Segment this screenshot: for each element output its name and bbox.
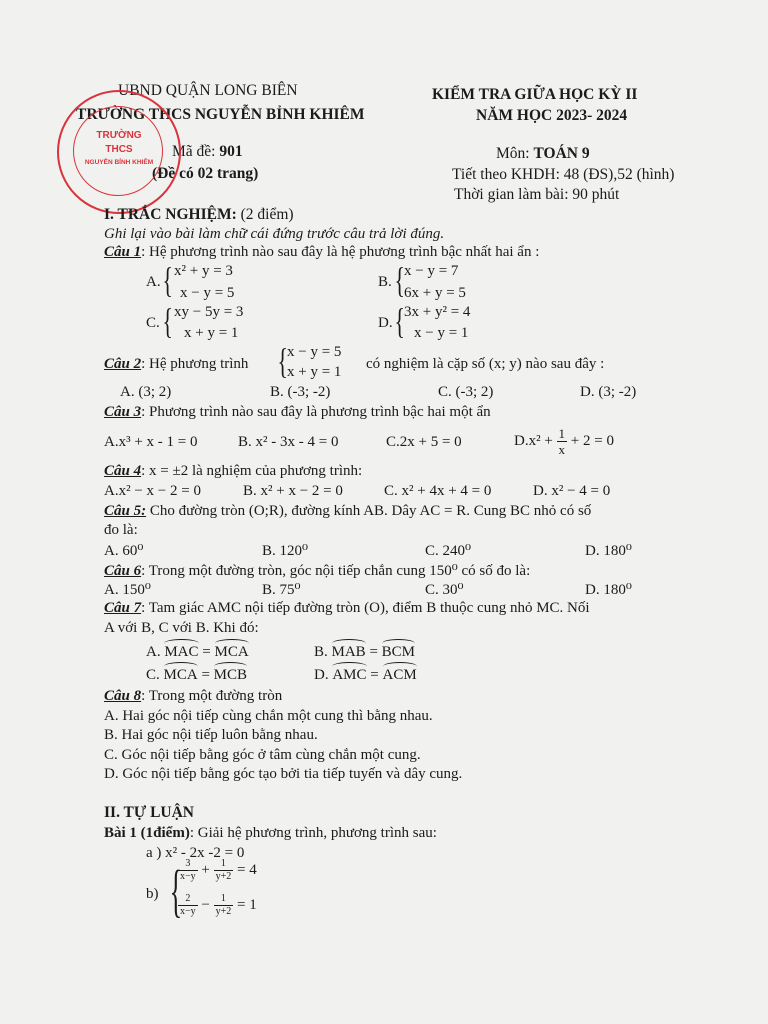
question-2: Câu 2: Hệ phương trình xyxy=(104,356,249,372)
q2-option-b: B. (-3; -2) xyxy=(270,384,331,400)
q1-c-brace: { xyxy=(162,301,173,341)
district-name: UBND QUẬN LONG BIÊN xyxy=(118,82,298,99)
q3-d-fraction: $\frac{1}{x}$ xyxy=(558,426,566,457)
q8-option-a: A. Hai góc nội tiếp cùng chắn một cung thì bằng nhau. xyxy=(104,708,433,724)
question-7: Câu 7: Tam giác AMC nội tiếp đường tròn (O), điểm B thuộc cung nhỏ MC. Nối xyxy=(104,600,590,616)
q3-option-a: A.x³ + x - 1 = 0 xyxy=(104,434,198,450)
q3-option-c: C.2x + 5 = 0 xyxy=(386,434,462,450)
exam-code: Mã đề: 901 xyxy=(172,143,243,160)
seal-text-2: THCS xyxy=(105,144,133,155)
q1-c-eq2: x + y = 1 xyxy=(184,325,239,341)
q1-option-a-label: A. xyxy=(146,274,161,290)
q2-brace: { xyxy=(277,341,288,381)
exam-title: KIỂM TRA GIỮA HỌC KỲ II xyxy=(432,86,638,103)
time-limit: Thời gian làm bài: 90 phút xyxy=(454,186,620,203)
q6-option-b: B. 75⁰ xyxy=(262,582,301,598)
q1-a-eq1: x² + y = 3 xyxy=(174,263,233,279)
q8-option-c: C. Góc nội tiếp bằng góc ở tâm cùng chắn một cung. xyxy=(104,747,421,763)
q5-option-b: B. 120⁰ xyxy=(262,543,309,559)
school-name: TRƯỜNG THCS NGUYỄN BỈNH KHIÊM xyxy=(76,106,365,123)
seal-text-3: NGUYỄN BỈNH KHIÊM xyxy=(84,159,154,166)
q5-option-d: D. 180⁰ xyxy=(585,543,632,559)
q2-option-d: D. (3; -2) xyxy=(580,384,637,400)
q1-a-eq2: x − y = 5 xyxy=(180,285,235,301)
q1-b-eq2: 6x + y = 5 xyxy=(404,285,466,301)
question-8: Câu 8: Trong một đường tròn xyxy=(104,688,283,704)
question-4: Câu 4: x = ±2 là nghiệm của phương trình: xyxy=(104,463,363,479)
q4-option-c: C. x² + 4x + 4 = 0 xyxy=(384,483,492,499)
question-3: Câu 3: Phương trình nào sau đây là phương trình bậc hai một ẩn xyxy=(104,404,491,420)
bai-1-part-b-label: b) xyxy=(146,886,159,902)
bai-1-part-a: a ) x² - 2x -2 = 0 xyxy=(146,845,245,861)
bai-1-eq2: $\frac{2}{x-y}$ − $\frac{1}{y+2}$ = 1 xyxy=(180,893,257,917)
q3-option-d: D.x² + $\frac{1}{x}$ + 2 = 0 xyxy=(514,426,614,457)
part2-title: II. TỰ LUẬN xyxy=(104,804,195,821)
school-seal xyxy=(57,90,181,214)
question-5-cont: đo là: xyxy=(104,522,138,538)
bai-1-brace: { xyxy=(169,858,183,923)
q5-option-c: C. 240⁰ xyxy=(425,543,472,559)
bai-1-eq1: $\frac{3}{x-y}$ + $\frac{1}{y+2}$ = 4 xyxy=(180,858,257,882)
q7-option-b: B. MAB = BCM xyxy=(314,644,416,660)
q1-c-eq1: xy − 5y = 3 xyxy=(174,304,244,320)
q7-option-a: A. MAC = MCA xyxy=(146,644,249,660)
q2-option-a: A. (3; 2) xyxy=(120,384,172,400)
bai-1: Bài 1 (1điểm): Giải hệ phương trình, phương trình sau: xyxy=(104,825,437,841)
page-count: (Đề có 02 trang) xyxy=(152,165,259,182)
q7-option-d: D. AMC = ACM xyxy=(314,667,417,683)
q2-option-c: C. (-3; 2) xyxy=(438,384,494,400)
q5-option-a: A. 60⁰ xyxy=(104,543,144,559)
q1-d-brace: { xyxy=(394,301,405,341)
q2-eq2: x + y = 1 xyxy=(287,364,342,380)
q7-option-c: C. MCA = MCB xyxy=(146,667,248,683)
q2-tail: có nghiệm là cặp số (x; y) nào sau đây : xyxy=(366,356,605,372)
q4-option-b: B. x² + x − 2 = 0 xyxy=(243,483,343,499)
curriculum-plan: Tiết theo KHDH: 48 (ĐS),52 (hình) xyxy=(452,166,675,183)
question-1: Câu 1: Hệ phương trình nào sau đây là hệ phương trình bậc nhất hai ẩn : xyxy=(104,244,540,260)
q8-option-d: D. Góc nội tiếp bằng góc tạo bởi tia tiếp tuyến và dây cung. xyxy=(104,766,463,782)
part1-title: I. TRẮC NGHIỆM: (2 điểm) xyxy=(104,206,294,223)
q6-option-d: D. 180⁰ xyxy=(585,582,632,598)
q6-option-a: A. 150⁰ xyxy=(104,582,151,598)
question-6: Câu 6: Trong một đường tròn, góc nội tiếp chắn cung 150⁰ có số đo là: xyxy=(104,563,531,579)
q8-option-b: B. Hai góc nội tiếp luôn bằng nhau. xyxy=(104,727,318,743)
q4-option-a: A.x² − x − 2 = 0 xyxy=(104,483,201,499)
q1-a-brace: { xyxy=(162,260,173,300)
q1-option-b-label: B. xyxy=(378,274,392,290)
seal-text-1: TRƯỜNG xyxy=(96,130,142,141)
q1-d-eq2: x − y = 1 xyxy=(414,325,469,341)
q1-d-eq1: 3x + y² = 4 xyxy=(404,304,471,320)
q1-b-eq1: x − y = 7 xyxy=(404,263,459,279)
subject: Môn: TOÁN 9 xyxy=(496,145,590,162)
q1-option-d-label: D. xyxy=(378,315,393,331)
q1-option-c-label: C. xyxy=(146,315,160,331)
q3-option-b: B. x² - 3x - 4 = 0 xyxy=(238,434,339,450)
part1-instruction: Ghi lại vào bài làm chữ cái đứng trước câu trả lời đúng. xyxy=(104,226,445,242)
question-7-cont: A với B, C với B. Khi đó: xyxy=(104,620,259,636)
school-year: NĂM HỌC 2023- 2024 xyxy=(476,107,628,124)
question-5: Câu 5: Cho đường tròn (O;R), đường kính AB. Dây AC = R. Cung BC nhỏ có số xyxy=(104,503,592,519)
q1-b-brace: { xyxy=(394,260,405,300)
q4-option-d: D. x² − 4 = 0 xyxy=(533,483,611,499)
q6-option-c: C. 30⁰ xyxy=(425,582,464,598)
q2-eq1: x − y = 5 xyxy=(287,344,342,360)
